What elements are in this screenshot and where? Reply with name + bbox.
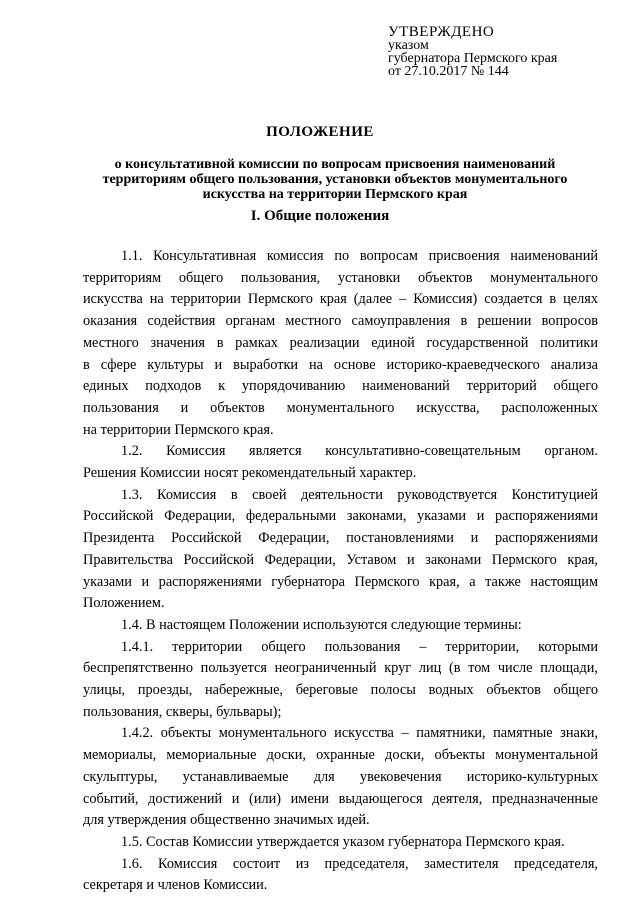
paragraph-line: единых подходов к упорядочиванию наименований территорий общего xyxy=(83,378,598,395)
paragraph-first-line: 1.3. Комиссия в своей деятельности руководствуется Конституцией xyxy=(121,486,598,503)
approval-line-date: от 27.10.2017 № 144 xyxy=(388,64,509,79)
approval-line-decree: указом xyxy=(388,38,429,53)
paragraph-line: мемориалы, мемориальные доски, охранные доски, объекты монументальной xyxy=(83,747,598,764)
paragraph-line: местного значения в рамках реализации единой государственной политики xyxy=(83,334,598,351)
paragraph-first-line: 1.2. Комиссия является консультативно-совещательным органом. xyxy=(121,443,598,460)
paragraph-line: событий, достижений и (или) имени выдающегося деятеля, предназначенные xyxy=(83,790,598,807)
approval-heading: УТВЕРЖДЕНО xyxy=(388,24,495,40)
paragraph-line: в сфере культуры и выработки на основе историко-краеведческого анализа xyxy=(83,356,598,373)
paragraph-line: Правительства Российской Федерации, Уставом и законами Пермского края, xyxy=(83,551,598,568)
paragraph-line: для утверждения общественно значимых идей. xyxy=(83,812,370,829)
paragraph-first-line: 1.6. Комиссия состоит из председателя, заместителя председателя, xyxy=(121,855,598,872)
paragraph-line: искусства на территории Пермского края (далее – Комиссия) создается в целях xyxy=(83,291,598,308)
document-body xyxy=(83,246,598,897)
paragraph-line: на территории Пермского края. xyxy=(83,421,274,438)
approval-line-governor: губернатора Пермского края xyxy=(388,51,558,66)
paragraph-line: оказания содействия органам местного самоуправления в решении вопросов xyxy=(83,313,598,330)
paragraph-first-line: 1.4.1. территории общего пользования – территории, которыми xyxy=(121,638,598,655)
section-heading: I. Общие положения xyxy=(250,208,390,224)
paragraph-line: пользования и объектов монументального искусства, расположенных xyxy=(83,399,598,416)
document-title: ПОЛОЖЕНИЕ xyxy=(266,124,374,140)
paragraph-line: Решения Комиссии носят рекомендательный характер. xyxy=(83,465,417,482)
subtitle-line: о консультативной комиссии по вопросам присвоения наименований xyxy=(114,157,556,172)
paragraph-line: беспрепятственно пользуется неограниченный круг лиц (в том числе площади, xyxy=(83,660,598,677)
paragraph-first-line: 1.4. В настоящем Положении используются следующие термины: xyxy=(121,616,522,633)
document-subtitle xyxy=(70,157,600,202)
subtitle-line: территориям общего пользования, установки объектов монументального xyxy=(102,172,568,187)
paragraph-line: секретаря и членов Комиссии. xyxy=(83,877,268,894)
paragraph-first-line: 1.1. Консультативная комиссия по вопросам присвоения наименований xyxy=(121,248,598,264)
paragraph-first-line: 1.4.2. объекты монументального искусства – памятники, памятные знаки, xyxy=(121,725,598,742)
approval-stamp xyxy=(388,26,557,78)
paragraph-line: скульптуры, устанавливаемые для увековечения историко-культурных xyxy=(83,768,598,785)
subtitle-line: искусства на территории Пермского края xyxy=(202,187,468,202)
paragraph-line: улицы, проезды, набережные, береговые полосы водных объектов общего xyxy=(83,682,598,699)
paragraph-first-line: 1.5. Состав Комиссии утверждается указом губернатора Пермского края. xyxy=(121,833,565,850)
paragraph-line: указами и распоряжениями губернатора Пермского края, а также настоящим xyxy=(83,573,598,590)
paragraph-line: Президента Российской Федерации, постановлениями и распоряжениями xyxy=(83,530,598,547)
paragraph-line: Российской Федерации, федеральными законами, указами и распоряжениями xyxy=(83,508,598,525)
paragraph-line: территориям общего пользования, установки объектов монументального xyxy=(83,269,598,286)
paragraph-line: Положением. xyxy=(83,595,165,612)
paragraph-line: пользования, скверы, бульвары); xyxy=(83,703,282,720)
